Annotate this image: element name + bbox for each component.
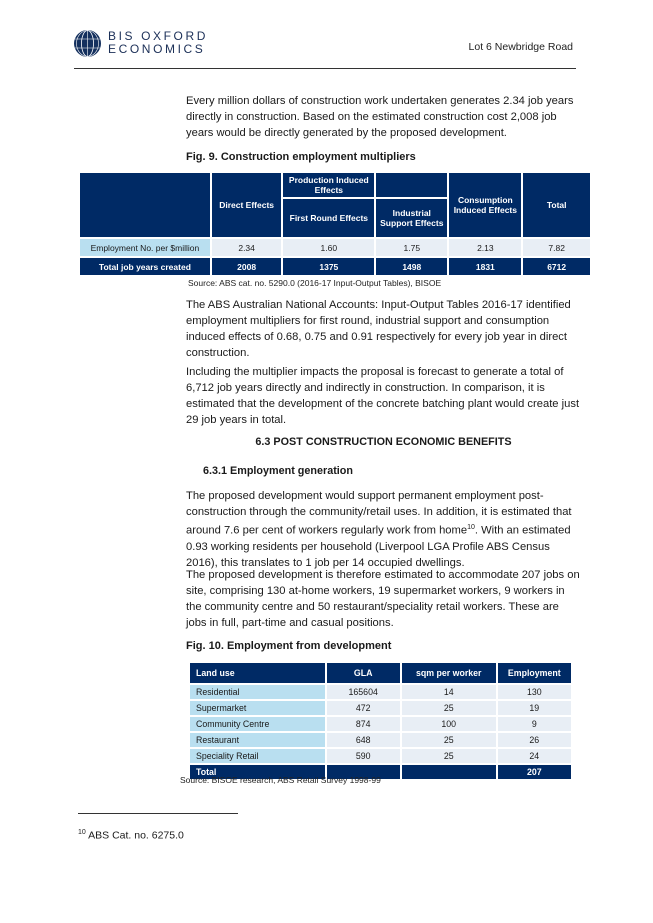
globe-icon	[74, 30, 101, 57]
cell: 1498	[376, 258, 447, 275]
cell: 24	[498, 749, 571, 763]
cell: Community Centre	[190, 717, 325, 731]
table-row	[190, 685, 571, 699]
cell: 14	[402, 685, 496, 699]
table-row	[190, 749, 571, 763]
cell: Total	[190, 765, 325, 779]
fig9-title: Fig. 9. Construction employment multipliers	[186, 151, 416, 163]
cell: Residential	[190, 685, 325, 699]
cell: 1375	[283, 258, 374, 275]
construction-multipliers-table	[78, 171, 592, 277]
cell: 472	[327, 701, 400, 715]
cell: 2.13	[449, 239, 521, 256]
section-heading: 6.3 POST CONSTRUCTION ECONOMIC BENEFITS	[255, 436, 512, 448]
table-row	[80, 258, 590, 275]
logo-line-1: BIS OXFORD	[108, 29, 209, 43]
paragraph-total-jobs: Including the multiplier impacts the proposal is forecast to generate a total of 6,712 job years directly and indirectly in construction. In comparison, it is estimated that the development of the concrete batching plant would create just 29 job years in total.	[186, 366, 580, 426]
header-divider	[74, 68, 576, 69]
cell: 2008	[212, 258, 282, 275]
fig9-header-total: Total	[523, 173, 590, 237]
cell: 165604	[327, 685, 400, 699]
cell: 25	[402, 701, 496, 715]
table-row	[190, 701, 571, 715]
fig9-header-blank-2	[376, 173, 447, 197]
col-employment: Employment	[498, 663, 571, 683]
fig9-source: Source: ABS cat. no. 5290.0 (2016-17 Input-Output Tables), BISOE	[188, 278, 442, 288]
header-project-name: Lot 6 Newbridge Road	[468, 41, 573, 53]
cell: 6712	[523, 258, 590, 275]
fig9-header-blank	[80, 173, 210, 237]
col-sqm-per-worker: sqm per worker	[402, 663, 496, 683]
cell: Supermarket	[190, 701, 325, 715]
logo-text	[108, 30, 208, 56]
fig9-header-consumption: Consumption Induced Effects	[449, 173, 521, 237]
cell: 1.75	[376, 239, 447, 256]
para4-part-b: . With an estimated 0.93 working residents per household (Liverpool LGA Profile ABS Census 2016), this translates to 1 job per 14 occupied dwellings.	[186, 524, 571, 569]
footnote-text: ABS Cat. no. 6275.0	[88, 829, 184, 842]
footnote	[78, 829, 184, 842]
cell: 100	[402, 717, 496, 731]
cell: 2.34	[212, 239, 282, 256]
footnote-ref[interactable]: 10	[467, 524, 475, 531]
cell: 207	[498, 765, 571, 779]
cell: 130	[498, 685, 571, 699]
fig9-header-first-round: First Round Effects	[283, 199, 374, 237]
para4-part-a: The proposed development would support permanent employment post-construction through the community/retail uses. In addition, it is estimated that around 7.6 per cent of workers regularly work from home	[186, 490, 572, 537]
cell: 26	[498, 733, 571, 747]
row-label: Employment No. per $million	[80, 239, 210, 256]
cell: 25	[402, 749, 496, 763]
footnote-number: 10	[78, 829, 86, 836]
logo-line-2: ECONOMICS	[108, 42, 206, 56]
fig10-source: Source: BISOE research, ABS Retail Survey 1998-99	[180, 775, 381, 785]
cell: 1831	[449, 258, 521, 275]
fig9-header-industrial: Industrial Support Effects	[376, 199, 447, 237]
fig9-header-production: Production Induced Effects	[283, 173, 374, 197]
paragraph-direct-jobs: Every million dollars of construction work undertaken generates 2.34 job years directly in construction. Based on the estimated construction cost 2,008 job years would be directly generated by the proposed development.	[186, 95, 574, 139]
fig9-header-direct: Direct Effects	[212, 173, 282, 237]
cell: Restaurant	[190, 733, 325, 747]
cell: 7.82	[523, 239, 590, 256]
cell: 25	[402, 733, 496, 747]
table-row	[80, 239, 590, 256]
employment-table	[188, 661, 573, 781]
cell: 590	[327, 749, 400, 763]
cell	[402, 765, 496, 779]
cell: 1.60	[283, 239, 374, 256]
paragraph-jobs-breakdown: The proposed development is therefore estimated to accommodate 207 jobs on site, comprising 130 at-home workers, 19 supermarket workers, 9 workers in the community centre and 50 restaurant/speciality retail workers. These are jobs in full, part-time and casual positions.	[186, 569, 580, 629]
cell: 19	[498, 701, 571, 715]
col-gla: GLA	[327, 663, 400, 683]
table-row	[190, 717, 571, 731]
cell: Speciality Retail	[190, 749, 325, 763]
row-label: Total job years created	[80, 258, 210, 275]
subsection-heading: 6.3.1 Employment generation	[203, 465, 353, 477]
table-row	[190, 733, 571, 747]
paragraph-employment-generation	[186, 488, 581, 571]
cell: 9	[498, 717, 571, 731]
cell: 874	[327, 717, 400, 731]
footnote-divider	[78, 813, 238, 814]
fig10-title: Fig. 10. Employment from development	[186, 640, 392, 652]
company-logo	[74, 30, 214, 60]
cell: 648	[327, 733, 400, 747]
col-land-use: Land use	[190, 663, 325, 683]
paragraph-multipliers: The ABS Australian National Accounts: Input-Output Tables 2016-17 identified employment multipliers for first round, industrial support and consumption induced effects of 0.68, 0.75 and 0.91 respectively for every job year in direct construction.	[186, 299, 571, 359]
